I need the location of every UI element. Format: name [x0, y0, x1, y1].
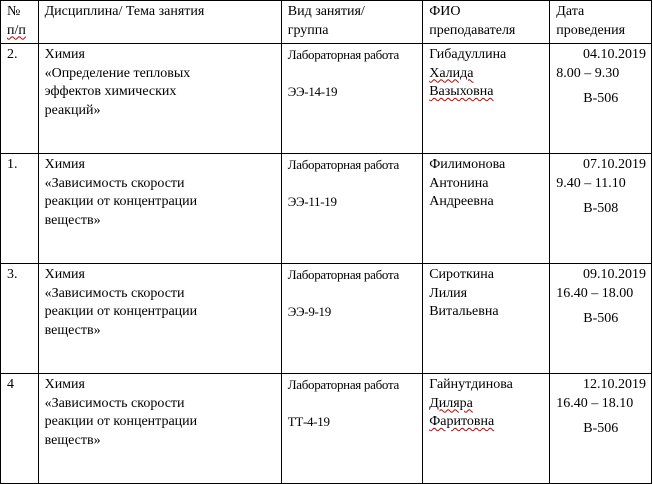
topic-line: эффектов химических	[44, 84, 177, 99]
teacher-surname: Гайнутдинова	[429, 377, 513, 392]
time: 9.40 – 11.10	[556, 175, 626, 191]
topic-line: «Зависимость скорости	[44, 285, 185, 301]
topic-line: реакции от концентрации	[44, 304, 198, 319]
topic-line: реакций»	[44, 102, 101, 118]
date: 12.10.2019	[583, 377, 646, 392]
group: ЭЭ-11-19	[287, 194, 337, 209]
date-cell	[550, 154, 652, 264]
topic-line: реакции от концентрации	[44, 414, 198, 429]
room: В-506	[583, 311, 619, 326]
discipline-cell	[38, 154, 281, 264]
table-row	[1, 374, 652, 484]
room: В-508	[583, 201, 619, 216]
date-cell	[550, 264, 652, 374]
date-cell	[550, 44, 652, 154]
row-number: 1.	[1, 154, 39, 264]
topic-line: «Зависимость скорости	[44, 175, 185, 191]
room: В-506	[583, 421, 619, 436]
teacher-cell	[423, 44, 550, 154]
lesson-type: Лабораторная работа	[287, 47, 399, 62]
topic-line: «Определение тепловых	[44, 65, 191, 81]
header-discipline: Дисциплина/ Тема занятия	[38, 1, 281, 44]
room: В-506	[583, 91, 619, 106]
teacher-cell	[423, 264, 550, 374]
teacher-surname: Филимонова	[429, 157, 506, 172]
subject: Химия	[44, 157, 85, 172]
group: ЭЭ-9-19	[287, 304, 331, 319]
teacher-name: Диляра	[429, 395, 473, 411]
teacher-patronymic: Андреевна	[429, 194, 494, 209]
topic-line: реакции от концентрации	[44, 194, 198, 209]
teacher-cell	[423, 374, 550, 484]
header-teacher: ФИО преподавателя	[423, 1, 550, 44]
topic-line: веществ»	[44, 322, 101, 338]
date: 09.10.2019	[583, 267, 646, 282]
time: 16.40 – 18.10	[556, 395, 634, 411]
teacher-surname: Сироткина	[429, 267, 494, 282]
row-number: 4	[1, 374, 39, 484]
lesson-type-cell	[281, 44, 422, 154]
subject: Химия	[44, 47, 85, 62]
teacher-patronymic: Витальевна	[429, 304, 499, 319]
teacher-cell	[423, 154, 550, 264]
date: 07.10.2019	[583, 157, 646, 172]
discipline-cell	[38, 374, 281, 484]
teacher-surname: Гибадуллина	[429, 47, 507, 62]
topic-line: веществ»	[44, 432, 101, 448]
row-number: 2.	[1, 44, 39, 154]
row-number: 3.	[1, 264, 39, 374]
teacher-patronymic: Вазыховна	[429, 84, 494, 99]
date: 04.10.2019	[583, 47, 646, 62]
teacher-name: Халида	[429, 65, 474, 81]
table-row	[1, 44, 652, 154]
lesson-type-cell	[281, 154, 422, 264]
header-lesson-type: Вид занятия/ группа	[281, 1, 422, 44]
table-header-row	[1, 1, 652, 44]
time: 8.00 – 9.30	[556, 65, 620, 81]
header-date: Дата проведения	[550, 1, 652, 44]
lesson-type: Лабораторная работа	[287, 267, 399, 282]
lesson-type: Лабораторная работа	[287, 377, 399, 392]
teacher-name: Антонина	[429, 175, 489, 191]
time: 16.40 – 18.00	[556, 285, 634, 301]
lesson-type: Лабораторная работа	[287, 157, 399, 172]
date-cell	[550, 374, 652, 484]
teacher-name: Лилия	[429, 285, 468, 301]
teacher-patronymic: Фаритовна	[429, 414, 495, 429]
discipline-cell	[38, 44, 281, 154]
table-row	[1, 264, 652, 374]
header-number: № п/п	[1, 1, 39, 44]
lesson-type-cell	[281, 264, 422, 374]
group: ТТ-4-19	[287, 414, 330, 429]
group: ЭЭ-14-19	[287, 84, 338, 99]
lesson-type-cell	[281, 374, 422, 484]
table-row	[1, 154, 652, 264]
subject: Химия	[44, 267, 85, 282]
discipline-cell	[38, 264, 281, 374]
topic-line: «Зависимость скорости	[44, 395, 185, 411]
topic-line: веществ»	[44, 212, 101, 228]
subject: Химия	[44, 377, 85, 392]
